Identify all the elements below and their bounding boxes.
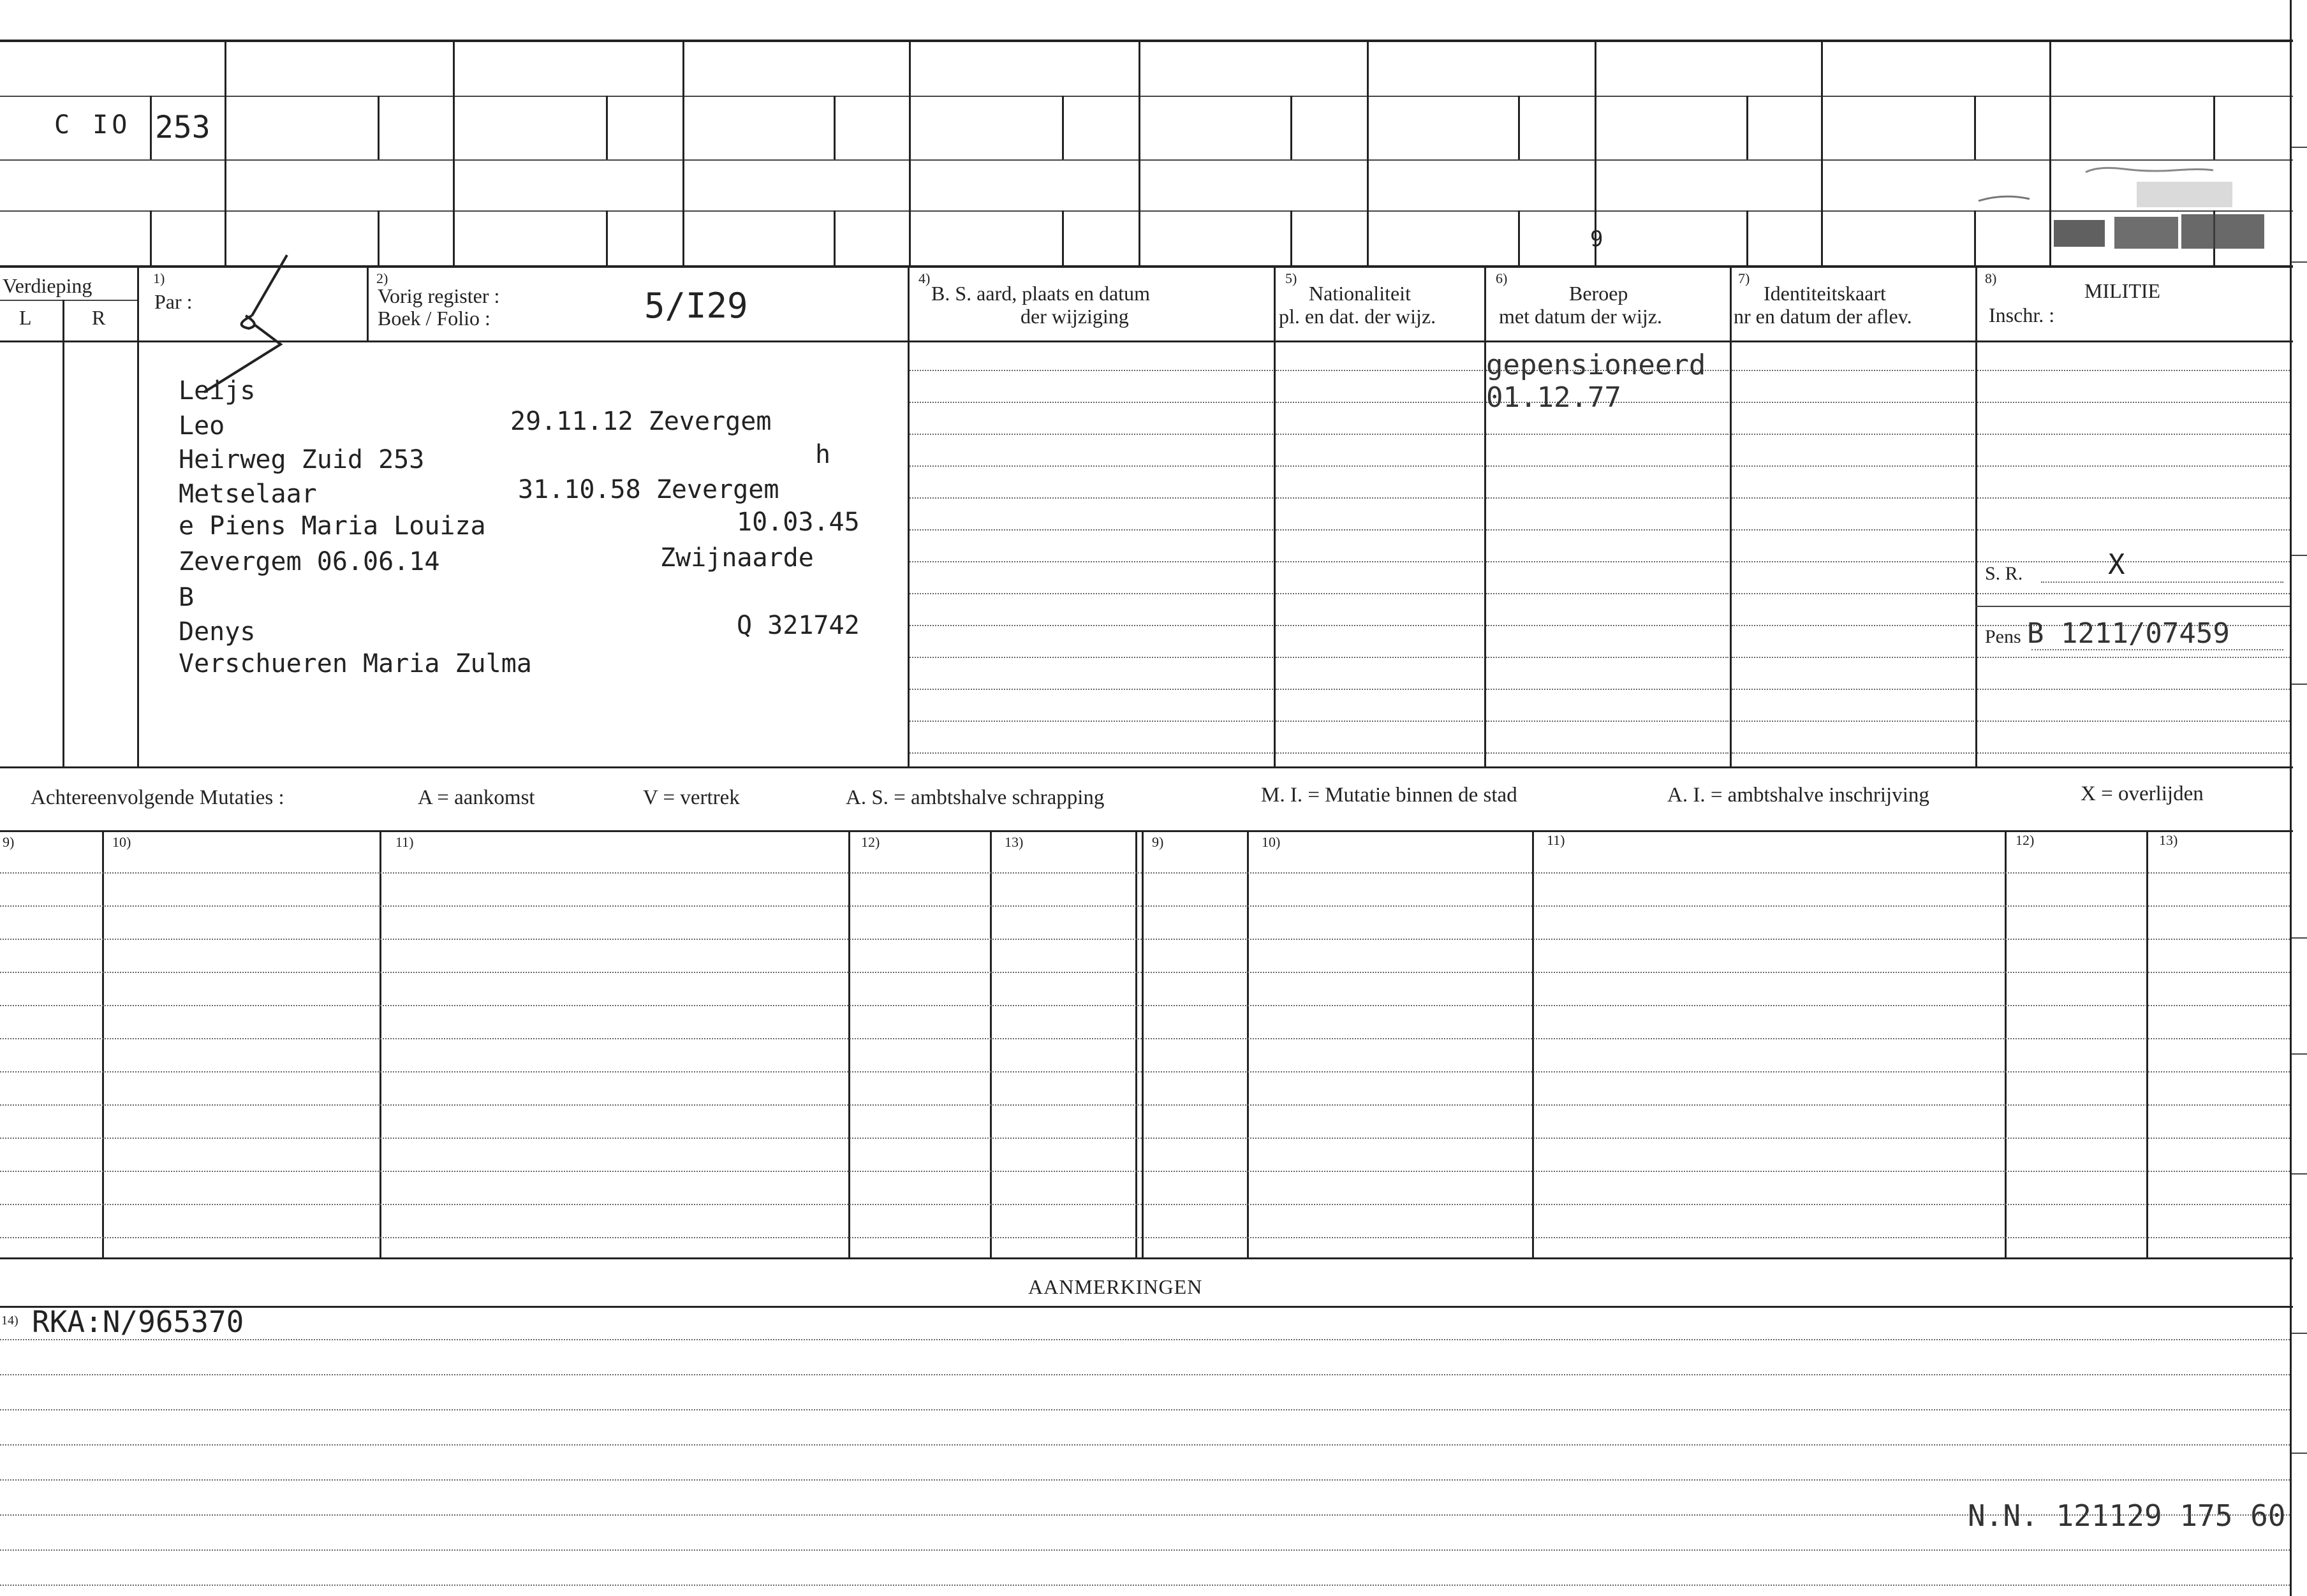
ruling-line: [1977, 402, 2290, 403]
ruling-line: [1276, 657, 1483, 658]
ruling-line: [0, 1237, 2290, 1238]
person-spouse-place2: Zwijnaarde: [660, 543, 814, 573]
ruling-line: [1732, 752, 1974, 754]
verdieping-r-label: R: [92, 306, 106, 329]
beroep-line1: Beroep: [1569, 282, 1628, 305]
bs-heading-line2: der wijziging: [1021, 305, 1129, 328]
heading-num-1: 1): [153, 270, 165, 286]
ruling-line: [1732, 402, 1974, 403]
ruling-line: [1276, 370, 1483, 371]
ruling-line: [910, 625, 1273, 626]
person-birth: 29.11.12 Zevergem: [510, 407, 772, 436]
ruling-line: [1732, 465, 1974, 467]
ruling-line: [0, 939, 2290, 940]
legend-item-x: X = overlijden: [2081, 782, 2204, 805]
ruling-line: [0, 1071, 2290, 1073]
legend-title: Achtereenvolgende Mutaties :: [31, 786, 284, 809]
mutation-col-13: 13): [1005, 834, 1024, 850]
ruling-line: [1486, 752, 1728, 754]
ruling-line: [0, 1339, 2290, 1340]
person-father: Denys: [179, 617, 256, 647]
mutation-col-12: 12): [861, 834, 880, 850]
ruling-line: [910, 657, 1273, 658]
ruling-line: [1977, 497, 2290, 499]
ruling-line: [1732, 434, 1974, 435]
pens-value: B 1211/07459: [2027, 617, 2230, 650]
person-spouse-place-date: Zevergem 06.06.14: [179, 547, 440, 576]
ruling-line: [1276, 497, 1483, 499]
ruling-line: [1732, 561, 1974, 562]
ruling-line: [1977, 689, 2290, 690]
person-address: Heirweg Zuid 253: [179, 445, 425, 474]
ruling-line: [1486, 689, 1728, 690]
ruling-line: [0, 1585, 2290, 1586]
ruling-line: [910, 434, 1273, 435]
beroep-line2: met datum der wijz.: [1499, 305, 1662, 328]
ruling-line: [1977, 593, 2290, 594]
nationaliteit-line2: pl. en dat. der wijz.: [1279, 305, 1436, 328]
person-id-number: Q 321742: [737, 611, 860, 640]
ruling-line: [910, 465, 1273, 467]
legend-item-v: V = vertrek: [643, 786, 740, 809]
id-card-line1: Identiteitskaart: [1764, 282, 1886, 305]
ruling-line: [1276, 529, 1483, 531]
verdieping-label: Verdieping: [3, 274, 92, 297]
ruling-line: [1977, 465, 2290, 467]
ruling-line: [1732, 625, 1974, 626]
legend-item-as: A. S. = ambtshalve schrapping: [846, 786, 1105, 809]
ruling-line: [0, 1005, 2290, 1006]
person-occupation: Metselaar: [179, 480, 317, 509]
militie-heading: MILITIE: [2084, 279, 2161, 302]
ruling-line: [0, 905, 2290, 907]
ruling-line: [1486, 529, 1728, 531]
card-code: C IO: [54, 110, 131, 140]
person-surname: Leijs: [179, 376, 256, 406]
ruling-line: [1276, 434, 1483, 435]
ruling-line: [910, 721, 1273, 722]
ruling-line: [1276, 561, 1483, 562]
house-number: 253: [155, 110, 210, 145]
ruling-line: [1486, 497, 1728, 499]
person-address-mark: h: [815, 440, 831, 469]
verdieping-l-label: L: [19, 306, 32, 329]
mutation-col-9b: 9): [1152, 834, 1164, 850]
beroep-entry-line2: 01.12.77: [1486, 381, 1621, 414]
ruling-line: [0, 1138, 2290, 1139]
ruling-line: [0, 1038, 2290, 1039]
ruling-line: [1977, 370, 2290, 371]
ruling-line: [1276, 593, 1483, 594]
sr-label: S. R.: [1985, 563, 2023, 584]
ruling-line: [1276, 721, 1483, 722]
column-tail-mark: 9: [1590, 226, 1603, 252]
ruling-line: [910, 689, 1273, 690]
ruling-line: [1486, 561, 1728, 562]
ruling-line: [1732, 721, 1974, 722]
ruling-line: [1486, 721, 1728, 722]
mutation-col-11: 11): [395, 834, 414, 850]
beroep-entry-line1: gepensioneerd: [1486, 349, 1706, 381]
person-mother: Verschueren Maria Zulma: [179, 649, 532, 678]
remarks-num: 14): [1, 1314, 18, 1328]
mutation-col-10b: 10): [1262, 834, 1281, 850]
ruling-line: [1486, 657, 1728, 658]
ruling-line: [910, 752, 1273, 754]
stamp-smudge: [1977, 147, 2277, 261]
ruling-line: [1977, 529, 2290, 531]
boek-folio-label: Boek / Folio :: [378, 307, 490, 330]
heading-num-4: 4): [918, 270, 931, 286]
person-letter-b: B: [179, 583, 195, 612]
legend-item-ai: A. I. = ambtshalve inschrijving: [1667, 784, 1929, 807]
mutation-col-10: 10): [112, 834, 131, 850]
ruling-line: [0, 1374, 2290, 1375]
ruling-line: [0, 1444, 2290, 1446]
bs-heading-line1: B. S. aard, plaats en datum: [931, 282, 1151, 305]
ruling-line: [1276, 689, 1483, 690]
ruling-line: [0, 1479, 2290, 1481]
ruling-line: [1977, 561, 2290, 562]
mutation-col-9: 9): [3, 834, 15, 850]
remarks-title: AANMERKINGEN: [1028, 1275, 1203, 1298]
heading-num-7: 7): [1738, 270, 1750, 286]
ruling-line: [1486, 465, 1728, 467]
ruling-line: [1732, 497, 1974, 499]
ruling-line: [0, 1514, 2290, 1516]
ruling-line: [910, 370, 1273, 371]
person-spouse: e Piens Maria Louiza: [179, 511, 486, 541]
ruling-line: [1486, 434, 1728, 435]
legend-item-mi: M. I. = Mutatie binnen de stad: [1261, 784, 1517, 807]
ruling-line: [1276, 625, 1483, 626]
par-label: Par :: [154, 290, 193, 313]
ruling-line: [1732, 689, 1974, 690]
ruling-line: [910, 561, 1273, 562]
ruling-line: [0, 972, 2290, 973]
mutation-col-13b: 13): [2159, 832, 2178, 848]
nationaliteit-line1: Nationaliteit: [1309, 282, 1411, 305]
mutation-col-11b: 11): [1547, 832, 1565, 848]
ruling-line: [1732, 657, 1974, 658]
ruling-line: [1486, 625, 1728, 626]
boek-folio-value: 5/I29: [644, 286, 748, 326]
remarks-entry: RKA:N/965370: [32, 1305, 244, 1339]
ruling-line: [1977, 721, 2290, 722]
ruling-line: [0, 1549, 2290, 1551]
heading-num-5: 5): [1285, 270, 1297, 286]
ruling-line: [0, 1204, 2290, 1205]
pens-label: Pens: [1985, 626, 2021, 647]
ruling-line: [1486, 593, 1728, 594]
person-date2: 31.10.58 Zevergem: [518, 475, 779, 504]
heading-num-6: 6): [1496, 270, 1508, 286]
vorig-register-label: Vorig register :: [378, 284, 500, 307]
ruling-line: [1977, 657, 2290, 658]
ruling-line: [1732, 593, 1974, 594]
ruling-line: [910, 529, 1273, 531]
heading-num-2: 2): [376, 270, 388, 286]
mutation-col-12b: 12): [2016, 832, 2035, 848]
person-first-name: Leo: [179, 411, 225, 441]
ruling-line: [910, 497, 1273, 499]
ruling-line: [1276, 752, 1483, 754]
ruling-line: [1276, 465, 1483, 467]
sr-value: X: [2108, 548, 2125, 581]
ruling-line: [0, 1104, 2290, 1106]
inschr-label: Inschr. :: [1989, 304, 2055, 326]
ruling-line: [1732, 529, 1974, 531]
footer-nn: N.N. 121129 175 60: [1968, 1498, 2286, 1533]
ruling-line: [0, 872, 2290, 874]
person-spouse-date: 10.03.45: [737, 508, 860, 537]
ruling-line: [0, 1171, 2290, 1172]
legend-item-a: A = aankomst: [418, 786, 535, 809]
ruling-line: [1977, 434, 2290, 435]
id-card-line2: nr en datum der aflev.: [1734, 305, 1912, 328]
ruling-line: [910, 402, 1273, 403]
ruling-line: [910, 593, 1273, 594]
ruling-line: [0, 1409, 2290, 1410]
ruling-line: [1276, 402, 1483, 403]
ruling-line: [1977, 752, 2290, 754]
heading-num-8: 8): [1985, 270, 1997, 286]
ruling-line: [1732, 370, 1974, 371]
